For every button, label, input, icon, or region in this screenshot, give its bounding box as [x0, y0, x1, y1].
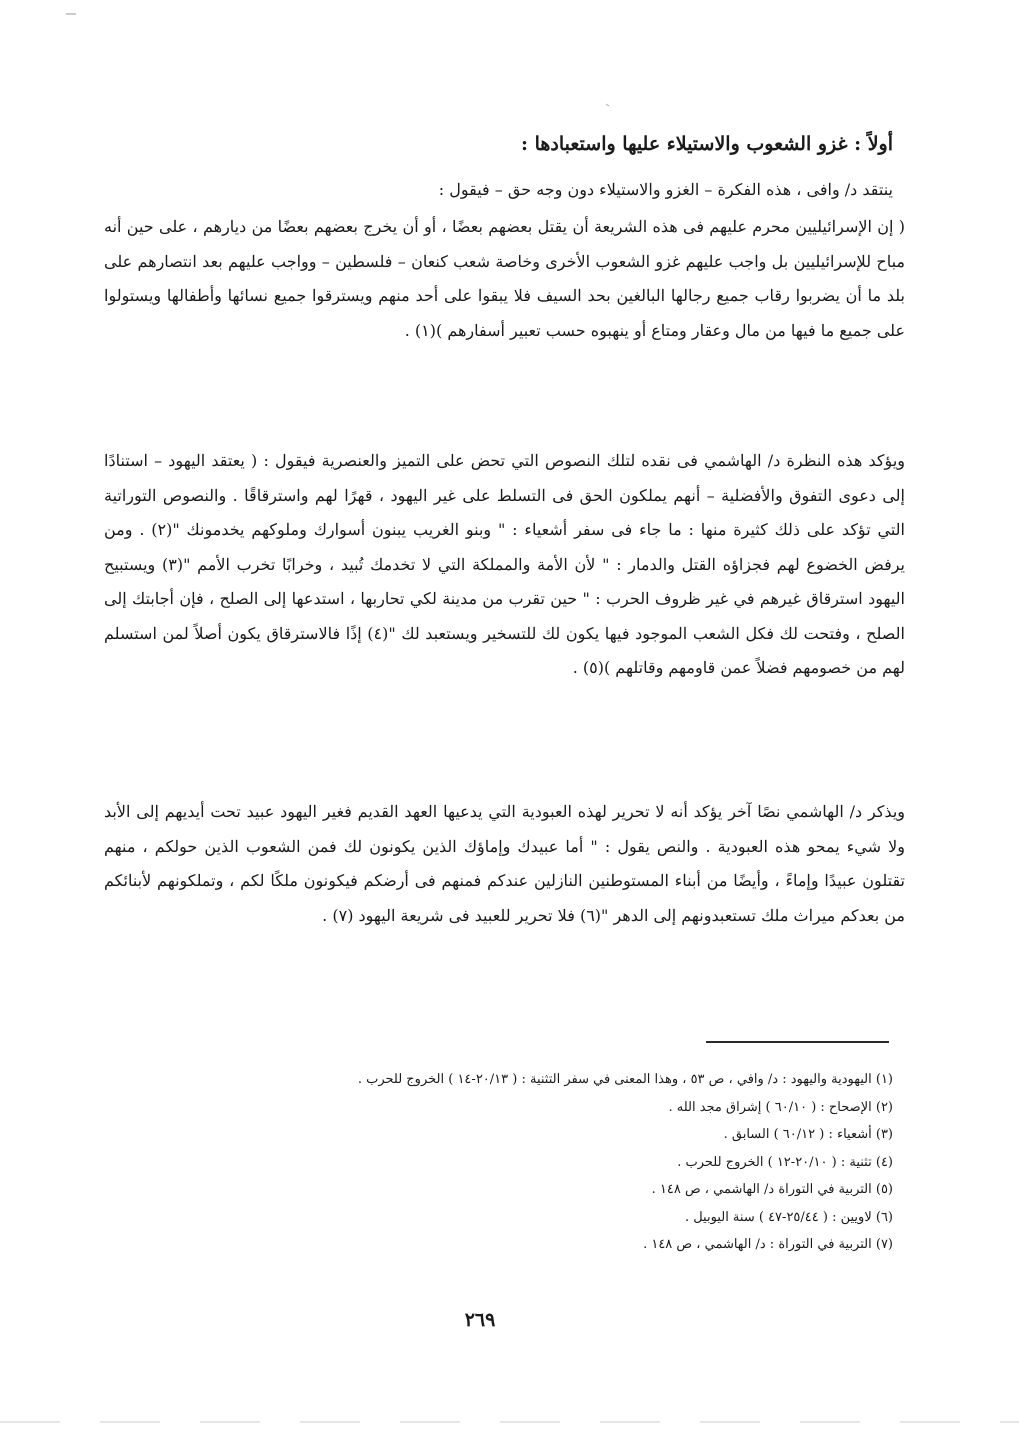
footnote-item: (٦) لاويين : ( ٢٥/٤٤-٤٧ ) سنة اليوبيل . — [684, 1209, 893, 1225]
intro-line: ينتقد د/ وافى ، هذه الفكرة – الغزو والاستيلاء دون وجه حق – فيقول : — [438, 180, 893, 199]
footnote-item: (٣) أشعياء : ( ٦٠/١٢ ) السابق . — [723, 1127, 893, 1142]
footnote-item: (٢) الإصحاح : ( ٦٠/١٠ ) إشراق مجد الله . — [668, 1099, 893, 1115]
footnote-item: (٥) التربية في التوراة د/ الهاشمي ، ص ١٤٨ . — [651, 1182, 893, 1197]
footnote-separator — [706, 1041, 889, 1043]
footnote-item: (٤) تثنية : ( ٢٠/١٠-١٢ ) الخروج للحرب . — [677, 1154, 893, 1170]
footnotes-list — [193, 1066, 893, 1259]
paragraph-slavery-text: ويذكر د/ الهاشمي نصًا آخر يؤكد أنه لا تحرير لهذه العبودية التي يدعيها العهد القديم فغير اليهود عبيد تحت أيديهم إلى الأبد ولا شيء يمحو هذه العبودية . والنص يقول : " أما عبيدك وإماؤك الذين يكونون لك فمن الشعوب الذين حولكم ، منهم تقتلون عبيدًا وإماءً ، وأيضًا من أبناء المستوطنين النازلين عندكم فمنهم فى أرضكم فيكونون ملكًا لكم ، وتملكونهم لأبنائكم من بعدكم ميراث ملك تستعبدونهم إلى الدهر "(٦) فلا تحرير للعبيد فى شريعة اليهود (٧) . — [104, 802, 906, 925]
paragraph-hashimi: ويؤكد هذه النظرة د/ الهاشمي فى نقده لتلك النصوص التي تحض على التميز والعنصرية فيقول : ( يعتقد اليهود – استنادًا إلى دعوى التفوق والأفضلية – أنهم يملكون الحق فى التسلط على غير اليهود ، قهرًا لهم واسترقاقًا . والنصوص التوراتية التي تؤكد على ذلك كثيرة منها : ما جاء فى سفر أشعياء : " وبنو الغريب يبنون أسوارك وملوكهم يخدمونك "(٢) . ومن يرفض الخضوع لهم فجزاؤه القتل والدمار : " لأن الأمة والمملكة التي لا تخدمك تُبيد ، وخرابًا تخرب الأمم "(٣) ويستبيح اليهود استرقاق غيرهم في غير ظروف الحرب : " حين تقرب من مدينة لكي تحاربها ، استدعها إلى الصلح ، فإن أجابتك إلى الصلح ، وفتحت لك فكل الشعب الموجود فيها يكون لك للتسخير ويستعبد لك "(٤) إذًا فالاسترقاق يكون أصلاً لمن استسلم لهم من خصومهم فضلاً عمن قاومهم وقاتلهم )(٥) . — [104, 451, 905, 677]
page-number: ٢٦٩ — [464, 1309, 496, 1331]
footnote-item: (١) اليهودية واليهود : د/ وافي ، ص ٥٣ ، وهذا المعنى في سفر التثنية : ( ٢٠/١٣-١٤ ) الخروج للحرب . — [357, 1072, 893, 1087]
footnote-item: (٧) التربية في التوراة : د/ الهاشمي ، ص ١٤٨ . — [643, 1237, 893, 1252]
paragraph-quote-wafi: ( إن الإسرائيليين محرم عليهم فى هذه الشريعة أن يقتل بعضهم بعضًا ، أو أن يخرج بعضهم بعضًا من ديارهم ، على حين أنه مباح للإسرائيليين بل واجب عليهم غزو الشعوب الأخرى وخاصة شعب كنعان – فلسطين – وواجب عليهم بعد انتصارهم على بلد ما أن يضربوا رقاب جميع رجالها البالغين بحد السيف فلا يبقوا على أحد منهم ويسترقوا جميع نسائها وأطفالها ويستولوا على جميع ما فيها من مال وعقار ومتاع أو ينهبوه حسب تعبير أسفارهم )(١) . — [104, 217, 905, 340]
section-heading: أولاً : غزو الشعوب والاستيلاء عليها واستعبادها : — [520, 133, 893, 155]
